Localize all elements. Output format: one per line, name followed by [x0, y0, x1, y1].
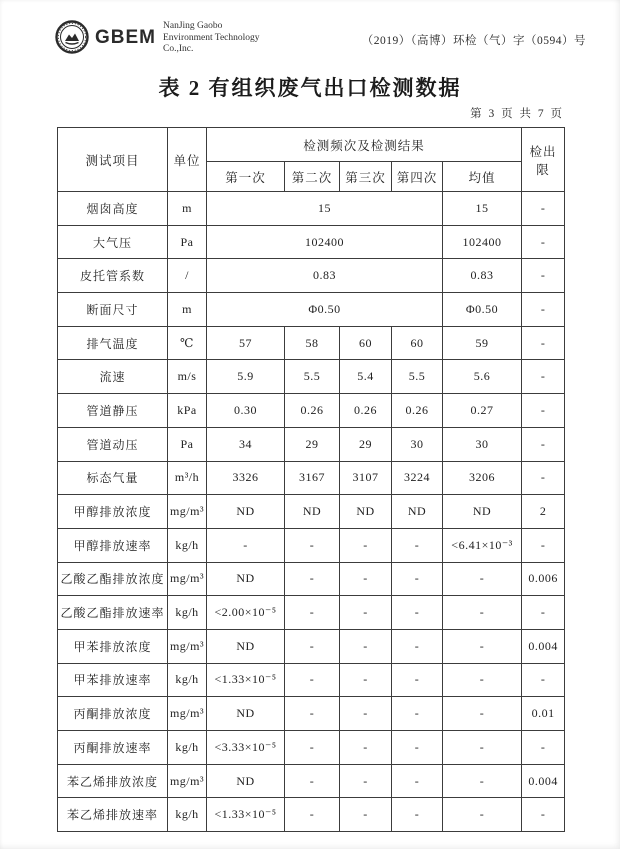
- table-row: [58, 596, 565, 630]
- item-cell: 苯乙烯排放浓度: [58, 764, 168, 798]
- value-cell: ND: [207, 764, 285, 798]
- item-cell: 大气压: [58, 225, 168, 259]
- value-cell: -: [285, 663, 340, 697]
- item-cell: 烟囱高度: [58, 192, 168, 226]
- limit-cell: -: [522, 798, 565, 832]
- mean-cell: 0.27: [443, 394, 522, 428]
- value-cell: 3167: [285, 461, 340, 495]
- item-cell: 断面尺寸: [58, 293, 168, 327]
- value-cell: -: [285, 562, 340, 596]
- value-cell: -: [340, 731, 392, 765]
- limit-cell: 0.004: [522, 629, 565, 663]
- limit-cell: 0.004: [522, 764, 565, 798]
- value-cell: -: [285, 798, 340, 832]
- value-cell: 3326: [207, 461, 285, 495]
- value-cell-merged: 102400: [207, 225, 443, 259]
- value-cell: <1.33×10⁻⁵: [207, 798, 285, 832]
- item-cell: 苯乙烯排放速率: [58, 798, 168, 832]
- unit-cell: Pa: [168, 225, 207, 259]
- value-cell: 5.5: [285, 360, 340, 394]
- mean-cell: -: [443, 596, 522, 630]
- unit-cell: mg/m³: [168, 764, 207, 798]
- item-cell: 流速: [58, 360, 168, 394]
- value-cell: <2.00×10⁻⁵: [207, 596, 285, 630]
- unit-cell: mg/m³: [168, 629, 207, 663]
- value-cell: -: [340, 798, 392, 832]
- mean-cell: <6.41×10⁻³: [443, 528, 522, 562]
- table-row: [58, 562, 565, 596]
- item-cell: 标态气量: [58, 461, 168, 495]
- item-cell: 乙酸乙酯排放速率: [58, 596, 168, 630]
- unit-cell: mg/m³: [168, 562, 207, 596]
- value-cell: 57: [207, 326, 285, 360]
- unit-cell: Pa: [168, 427, 207, 461]
- value-cell: ND: [207, 562, 285, 596]
- value-cell: -: [340, 697, 392, 731]
- value-cell: 29: [285, 427, 340, 461]
- value-cell: -: [392, 697, 443, 731]
- col-header-run4: 第四次: [392, 162, 443, 192]
- mean-cell: 59: [443, 326, 522, 360]
- value-cell: -: [285, 697, 340, 731]
- col-header-run2: 第二次: [285, 162, 340, 192]
- company-name-line3: Co.,Inc.: [163, 44, 194, 54]
- value-cell: -: [392, 663, 443, 697]
- item-cell: 乙酸乙酯排放浓度: [58, 562, 168, 596]
- value-cell: 5.9: [207, 360, 285, 394]
- value-cell-merged: Φ0.50: [207, 293, 443, 327]
- value-cell: -: [285, 596, 340, 630]
- mean-cell: 15: [443, 192, 522, 226]
- unit-cell: kg/h: [168, 731, 207, 765]
- unit-cell: mg/m³: [168, 495, 207, 529]
- value-cell: <3.33×10⁻⁵: [207, 731, 285, 765]
- value-cell: 60: [392, 326, 443, 360]
- value-cell: 0.26: [392, 394, 443, 428]
- table-row: [58, 293, 565, 327]
- table-row: [58, 528, 565, 562]
- value-cell: 3107: [340, 461, 392, 495]
- mean-cell: Φ0.50: [443, 293, 522, 327]
- unit-cell: kg/h: [168, 528, 207, 562]
- company-seal-icon: [55, 20, 89, 54]
- value-cell: -: [340, 629, 392, 663]
- value-cell: 34: [207, 427, 285, 461]
- document-number: （2019）（高博）环检（气）字（0594）号: [361, 35, 586, 47]
- logo-text: GBEM: [95, 27, 156, 48]
- limit-cell: -: [522, 731, 565, 765]
- unit-cell: mg/m³: [168, 697, 207, 731]
- value-cell: ND: [207, 495, 285, 529]
- value-cell: -: [392, 798, 443, 832]
- limit-cell: -: [522, 528, 565, 562]
- table-row: [58, 259, 565, 293]
- unit-cell: kg/h: [168, 798, 207, 832]
- page-title: 表 2 有组织废气出口检测数据: [158, 76, 462, 100]
- page-indicator: 第 3 页 共 7 页: [470, 108, 564, 120]
- value-cell-merged: 15: [207, 192, 443, 226]
- value-cell: 5.4: [340, 360, 392, 394]
- col-header-run1: 第一次: [207, 162, 285, 192]
- value-cell: -: [340, 562, 392, 596]
- item-cell: 甲醇排放浓度: [58, 495, 168, 529]
- mean-cell: -: [443, 764, 522, 798]
- limit-cell: -: [522, 259, 565, 293]
- limit-cell: 2: [522, 495, 565, 529]
- table-body: [58, 192, 565, 832]
- unit-cell: /: [168, 259, 207, 293]
- value-cell: 0.30: [207, 394, 285, 428]
- company-name: [163, 21, 260, 56]
- unit-cell: m: [168, 293, 207, 327]
- mean-cell: ND: [443, 495, 522, 529]
- table-row: [58, 798, 565, 832]
- col-header-group: 检测频次及检测结果: [207, 128, 522, 162]
- item-cell: 管道动压: [58, 427, 168, 461]
- unit-cell: kPa: [168, 394, 207, 428]
- unit-cell: kg/h: [168, 663, 207, 697]
- value-cell: -: [285, 528, 340, 562]
- value-cell: ND: [207, 629, 285, 663]
- value-cell: -: [340, 663, 392, 697]
- value-cell: -: [340, 596, 392, 630]
- value-cell: 0.26: [285, 394, 340, 428]
- mean-cell: -: [443, 798, 522, 832]
- value-cell: ND: [207, 697, 285, 731]
- item-cell: 皮托管系数: [58, 259, 168, 293]
- limit-cell: -: [522, 394, 565, 428]
- limit-cell: -: [522, 461, 565, 495]
- mean-cell: -: [443, 562, 522, 596]
- mean-cell: -: [443, 697, 522, 731]
- col-header-mean: 均值: [443, 162, 522, 192]
- table-row: [58, 663, 565, 697]
- col-header-limit: 检出限: [522, 128, 565, 192]
- table-row: [58, 192, 565, 226]
- table-row: [58, 427, 565, 461]
- value-cell: 30: [392, 427, 443, 461]
- mean-cell: -: [443, 731, 522, 765]
- col-header-run3: 第三次: [340, 162, 392, 192]
- value-cell: -: [340, 528, 392, 562]
- limit-cell: -: [522, 663, 565, 697]
- table-row: [58, 360, 565, 394]
- value-cell: -: [285, 731, 340, 765]
- value-cell: -: [340, 764, 392, 798]
- value-cell: ND: [340, 495, 392, 529]
- value-cell: 58: [285, 326, 340, 360]
- value-cell: 0.26: [340, 394, 392, 428]
- table-row: [58, 461, 565, 495]
- monitoring-data-table: [57, 127, 565, 832]
- value-cell: -: [207, 528, 285, 562]
- table-row: [58, 495, 565, 529]
- limit-cell: 0.006: [522, 562, 565, 596]
- value-cell: -: [392, 629, 443, 663]
- value-cell: -: [392, 764, 443, 798]
- unit-cell: m³/h: [168, 461, 207, 495]
- mean-cell: 0.83: [443, 259, 522, 293]
- mean-cell: 102400: [443, 225, 522, 259]
- item-cell: 丙酮排放速率: [58, 731, 168, 765]
- value-cell: 29: [340, 427, 392, 461]
- table-header-row-1: [58, 128, 565, 162]
- item-cell: 甲苯排放速率: [58, 663, 168, 697]
- table-row: [58, 764, 565, 798]
- unit-cell: kg/h: [168, 596, 207, 630]
- mean-cell: -: [443, 629, 522, 663]
- limit-cell: -: [522, 225, 565, 259]
- value-cell: 60: [340, 326, 392, 360]
- company-name-line1: NanJing Gaobo: [163, 21, 223, 31]
- table-row: [58, 225, 565, 259]
- mean-cell: 5.6: [443, 360, 522, 394]
- table-row: [58, 326, 565, 360]
- limit-cell: -: [522, 427, 565, 461]
- table-row: [58, 731, 565, 765]
- item-cell: 排气温度: [58, 326, 168, 360]
- limit-cell: -: [522, 192, 565, 226]
- value-cell: -: [392, 731, 443, 765]
- mean-cell: 3206: [443, 461, 522, 495]
- item-cell: 丙酮排放浓度: [58, 697, 168, 731]
- table-row: [58, 629, 565, 663]
- value-cell: <1.33×10⁻⁵: [207, 663, 285, 697]
- value-cell: -: [392, 528, 443, 562]
- item-cell: 甲醇排放速率: [58, 528, 168, 562]
- col-header-item: 测试项目: [58, 128, 168, 192]
- limit-cell: -: [522, 326, 565, 360]
- limit-cell: -: [522, 293, 565, 327]
- limit-cell: -: [522, 360, 565, 394]
- unit-cell: ℃: [168, 326, 207, 360]
- col-header-unit: 单位: [168, 128, 207, 192]
- value-cell: -: [285, 629, 340, 663]
- mean-cell: -: [443, 663, 522, 697]
- limit-cell: 0.01: [522, 697, 565, 731]
- value-cell: ND: [392, 495, 443, 529]
- value-cell: -: [285, 764, 340, 798]
- item-cell: 管道静压: [58, 394, 168, 428]
- unit-cell: m/s: [168, 360, 207, 394]
- company-name-line2: Environment Technology: [163, 32, 260, 43]
- item-cell: 甲苯排放浓度: [58, 629, 168, 663]
- table-row: [58, 697, 565, 731]
- value-cell-merged: 0.83: [207, 259, 443, 293]
- unit-cell: m: [168, 192, 207, 226]
- table-row: [58, 394, 565, 428]
- value-cell: ND: [285, 495, 340, 529]
- value-cell: -: [392, 596, 443, 630]
- value-cell: -: [392, 562, 443, 596]
- value-cell: 3224: [392, 461, 443, 495]
- limit-cell: -: [522, 596, 565, 630]
- mean-cell: 30: [443, 427, 522, 461]
- value-cell: 5.5: [392, 360, 443, 394]
